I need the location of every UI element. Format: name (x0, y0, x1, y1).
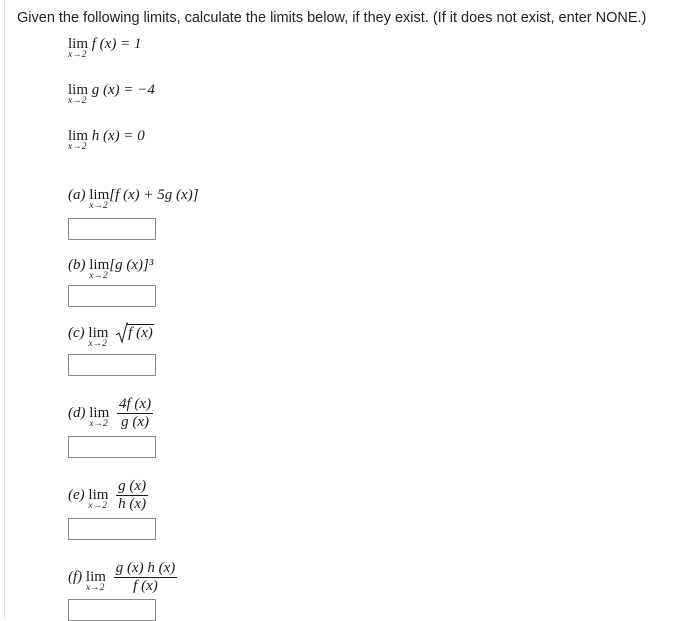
part-f-question: (f) lim x→2 $\frac{g (x) h (x)}{f (x)}$ (68, 560, 176, 594)
part-d-answer-input[interactable] (68, 436, 156, 458)
part-f-answer-input[interactable] (68, 599, 156, 621)
given-limit-h: lim x→2 h (x) = 0 (68, 128, 145, 152)
part-a-question: (a) lim x→2 [f (x) + 5g (x)] (68, 187, 199, 211)
part-c-answer-input[interactable] (68, 354, 156, 376)
instructions-text: Given the following limits, calculate the limits below, if they exist. (If it does not exist, enter NONE.) (17, 10, 647, 26)
given-limit-g: lim x→2 g (x) = −4 (68, 82, 155, 106)
part-b-question: (b) lim x→2 [g (x)]³ (68, 257, 154, 281)
sqrt-symbol: f (x) (116, 325, 154, 342)
part-c-question: (c) lim x→2 f (x) (68, 325, 153, 349)
part-a-answer-input[interactable] (68, 218, 156, 240)
part-e-answer-input[interactable] (68, 518, 156, 540)
given-limit-f: lim x→2 f (x) = 1 (68, 36, 142, 60)
part-e-question: (e) lim x→2 $\frac{g (x)}{h (x)}$ (68, 478, 147, 512)
left-border (4, 0, 5, 620)
part-b-answer-input[interactable] (68, 285, 156, 307)
part-d-question: (d) lim x→2 $\frac{4f (x)}{g (x)}$ (68, 396, 152, 430)
